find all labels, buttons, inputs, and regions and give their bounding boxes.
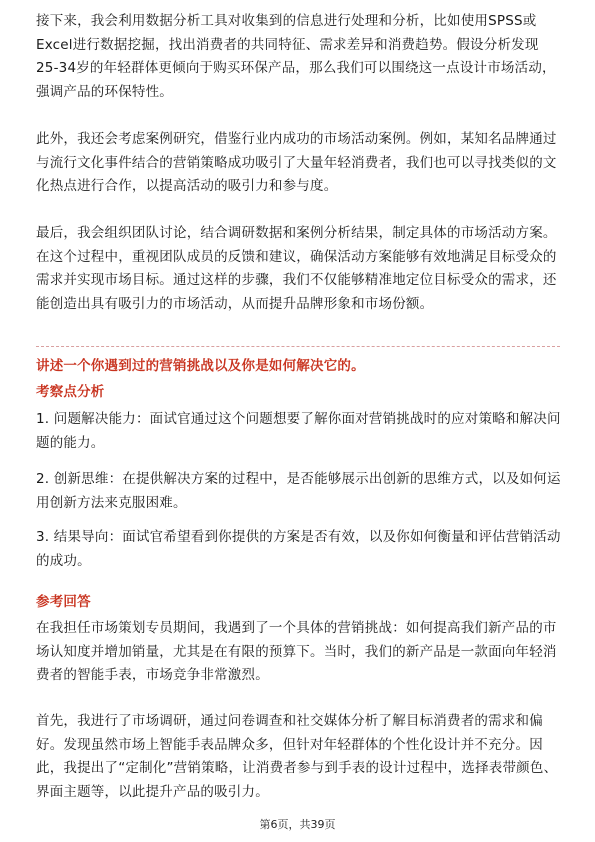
intro-paragraph-2: 此外，我还会考虑案例研究，借鉴行业内成功的市场活动案例。例如，某知名品牌通过与流行文化事件结合的营销策略成功吸引了大量年轻消费者，我们也可以寻找类似的文化热点进行合作，以提高活动的吸引力和参与度。 — [36, 131, 557, 194]
section-divider — [36, 346, 560, 347]
intro-paragraph-3: 最后，我会组织团队讨论，结合调研数据和案例分析结果，制定具体的市场活动方案。在这个过程中，重视团队成员的反馈和建议，确保活动方案能够有效地满足目标受众的需求并实现市场目标。通过这样的步骤，我们不仅能够精准地定位目标受众的需求，还能创造出具有吸引力的市场活动，从而提升品牌形象和市场份额。 — [36, 225, 557, 312]
answer-paragraph-2: 首先，我进行了市场调研，通过问卷调查和社交媒体分析了解目标消费者的需求和偏好。发现虽然市场上智能手表品牌众多，但针对年轻群体的个性化设计并不充分。因此，我提出了“定制化”营销策略，让消费者参与到手表的设计过程中，选择表带颜色、界面主题等，以此提升产品的吸引力。 — [36, 713, 558, 800]
intro-paragraph-1: 接下来，我会利用数据分析工具对收集到的信息进行处理和分析，比如使用SPSS或Excel进行数据挖掘，找出消费者的共同特征、需求差异和消费趋势。假设分析发现25-34岁的年轻群体更倾向于购买环保产品，那么我们可以围绕这一点设计市场活动，强调产品的环保特性。 — [36, 13, 556, 100]
analysis-heading: 考察点分析 — [36, 384, 105, 400]
answer-heading: 参考回答 — [36, 594, 91, 610]
analysis-item-3: 3. 结果导向：面试官希望看到你提供的方案是否有效，以及你如何衡量和评估营销活动的成功。 — [36, 529, 561, 569]
question-heading: 讲述一个你遇到过的营销挑战以及你是如何解决它的。 — [36, 358, 365, 374]
analysis-item-2: 2. 创新思维：在提供解决方案的过程中，是否能够展示出创新的思维方式，以及如何运用创新方法来克服困难。 — [36, 471, 561, 511]
analysis-item-1: 1. 问题解决能力：面试官通过这个问题想要了解你面对营销挑战时的应对策略和解决问题的能力。 — [36, 411, 561, 451]
answer-paragraph-1: 在我担任市场策划专员期间，我遇到了一个具体的营销挑战：如何提高我们新产品的市场认知度并增加销量，尤其是在有限的预算下。当时，我们的新产品是一款面向年轻消费者的智能手表，市场竞争非常激烈。 — [36, 620, 557, 683]
page-number-footer: 第6页，共39页 — [259, 818, 336, 831]
